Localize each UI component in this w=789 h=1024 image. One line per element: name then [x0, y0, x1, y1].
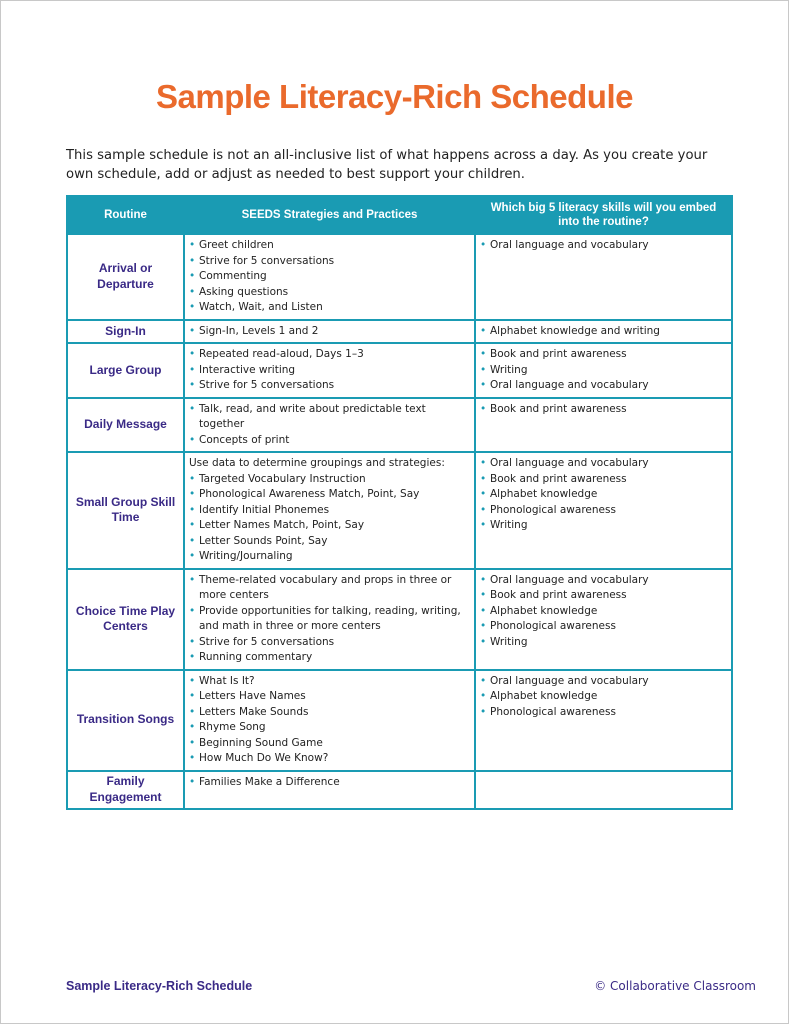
- footer-title: Sample Literacy-Rich Schedule: [66, 979, 253, 993]
- schedule-body: [67, 234, 732, 809]
- skills-list: [480, 402, 727, 418]
- strategy-item: • Commenting: [189, 269, 470, 285]
- strategies-cell: [184, 452, 475, 569]
- strategy-item: • Repeated read-aloud, Days 1–3: [189, 347, 470, 363]
- skill-item: • Book and print awareness: [480, 588, 727, 604]
- strategy-item: • Identify Initial Phonemes: [189, 503, 470, 519]
- skill-item: • Phonological awareness: [480, 705, 727, 721]
- table-row: [67, 569, 732, 670]
- skill-item: • Oral language and vocabulary: [480, 573, 727, 589]
- skill-item: • Phonological awareness: [480, 619, 727, 635]
- header-skills: Which big 5 literacy skills will you embed into the routine?: [475, 196, 732, 234]
- strategy-item: • Targeted Vocabulary Instruction: [189, 472, 470, 488]
- table-row: [67, 343, 732, 398]
- strategy-item: • Strive for 5 conversations: [189, 635, 470, 651]
- page-title: Sample Literacy-Rich Schedule: [155, 78, 633, 115]
- strategies-list: [189, 347, 470, 394]
- strategy-item: • Strive for 5 conversations: [189, 254, 470, 270]
- strategy-item: • What Is It?: [189, 674, 470, 690]
- strategy-item: • Theme-related vocabulary and props in three or more centers: [189, 573, 470, 604]
- strategies-list: [189, 472, 470, 565]
- skills-cell: [475, 569, 732, 670]
- strategies-list: [189, 573, 470, 666]
- skills-cell: [475, 670, 732, 771]
- skill-item: • Book and print awareness: [480, 347, 727, 363]
- table-row: [67, 320, 732, 344]
- skill-item: • Oral language and vocabulary: [480, 674, 727, 690]
- strategy-item: • Sign-In, Levels 1 and 2: [189, 324, 470, 340]
- strategy-item: • Interactive writing: [189, 363, 470, 379]
- skills-cell: [475, 452, 732, 569]
- skills-list: [480, 324, 727, 340]
- routine-cell: Large Group: [67, 343, 184, 398]
- strategy-item: • Beginning Sound Game: [189, 736, 470, 752]
- routine-cell: Choice Time Play Centers: [67, 569, 184, 670]
- skill-item: • Oral language and vocabulary: [480, 378, 727, 394]
- strategy-item: • Writing/Journaling: [189, 549, 470, 565]
- strategies-list: [189, 324, 470, 340]
- strategy-item: • Running commentary: [189, 650, 470, 666]
- skill-item: • Alphabet knowledge: [480, 689, 727, 705]
- strategy-item: • Phonological Awareness Match, Point, Say: [189, 487, 470, 503]
- strategies-cell: [184, 343, 475, 398]
- skills-list: [480, 456, 727, 534]
- strategy-item: • Talk, read, and write about predictable text together: [189, 402, 470, 433]
- strategies-cell: [184, 569, 475, 670]
- strategies-list: [189, 402, 470, 449]
- table-row: [67, 771, 732, 809]
- strategies-list: [189, 775, 470, 791]
- skill-item: • Alphabet knowledge: [480, 487, 727, 503]
- strategy-item: • Rhyme Song: [189, 720, 470, 736]
- strategy-item: • Letters Make Sounds: [189, 705, 470, 721]
- header-strategies: SEEDS Strategies and Practices: [184, 196, 475, 234]
- skills-cell: [475, 398, 732, 453]
- routine-cell: Daily Message: [67, 398, 184, 453]
- skills-cell: [475, 771, 732, 809]
- strategies-cell: [184, 771, 475, 809]
- strategy-item: • Families Make a Difference: [189, 775, 470, 791]
- routine-cell: Small Group Skill Time: [67, 452, 184, 569]
- routine-cell: Family Engagement: [67, 771, 184, 809]
- skills-cell: [475, 320, 732, 344]
- routine-cell: Sign-In: [67, 320, 184, 344]
- strategy-item: • Letter Sounds Point, Say: [189, 534, 470, 550]
- skills-cell: [475, 343, 732, 398]
- skill-item: • Writing: [480, 518, 727, 534]
- strategies-lead-text: Use data to determine groupings and strategies:: [189, 457, 445, 469]
- skill-item: • Book and print awareness: [480, 402, 727, 418]
- skills-list: [480, 674, 727, 721]
- skill-item: • Oral language and vocabulary: [480, 238, 727, 254]
- intro-paragraph: This sample schedule is not an all-inclusive list of what happens across a day. As you create your own schedule, add or adjust as needed to best support your children.: [66, 148, 708, 182]
- strategies-cell: [184, 320, 475, 344]
- table-row: [67, 398, 732, 453]
- schedule-table: [66, 195, 733, 810]
- strategies-list: [189, 238, 470, 316]
- strategy-item: • Greet children: [189, 238, 470, 254]
- skill-item: • Alphabet knowledge: [480, 604, 727, 620]
- strategy-item: • Strive for 5 conversations: [189, 378, 470, 394]
- table-row: [67, 234, 732, 320]
- skill-item: • Oral language and vocabulary: [480, 456, 727, 472]
- table-row: [67, 670, 732, 771]
- skills-cell: [475, 234, 732, 320]
- strategies-cell: [184, 670, 475, 771]
- strategies-cell: [184, 234, 475, 320]
- footer-copyright: © Collaborative Classroom: [594, 979, 756, 993]
- skills-list: [480, 238, 727, 254]
- strategy-item: • Asking questions: [189, 285, 470, 301]
- strategy-item: • Letters Have Names: [189, 689, 470, 705]
- skill-item: • Writing: [480, 363, 727, 379]
- skill-item: • Writing: [480, 635, 727, 651]
- strategy-item: • Concepts of print: [189, 433, 470, 449]
- routine-cell: Transition Songs: [67, 670, 184, 771]
- table-row: [67, 452, 732, 569]
- strategies-list: [189, 674, 470, 767]
- routine-cell: Arrival or Departure: [67, 234, 184, 320]
- strategy-item: • Watch, Wait, and Listen: [189, 300, 470, 316]
- skills-list: [480, 573, 727, 651]
- skill-item: • Phonological awareness: [480, 503, 727, 519]
- strategy-item: • Letter Names Match, Point, Say: [189, 518, 470, 534]
- header-routine: Routine: [67, 196, 184, 234]
- skills-list: [480, 347, 727, 394]
- skill-item: • Book and print awareness: [480, 472, 727, 488]
- strategy-item: • Provide opportunities for talking, reading, writing, and math in three or more centers: [189, 604, 470, 635]
- strategy-item: • How Much Do We Know?: [189, 751, 470, 767]
- table-header-row: [67, 196, 732, 234]
- skill-item: • Alphabet knowledge and writing: [480, 324, 727, 340]
- strategies-cell: [184, 398, 475, 453]
